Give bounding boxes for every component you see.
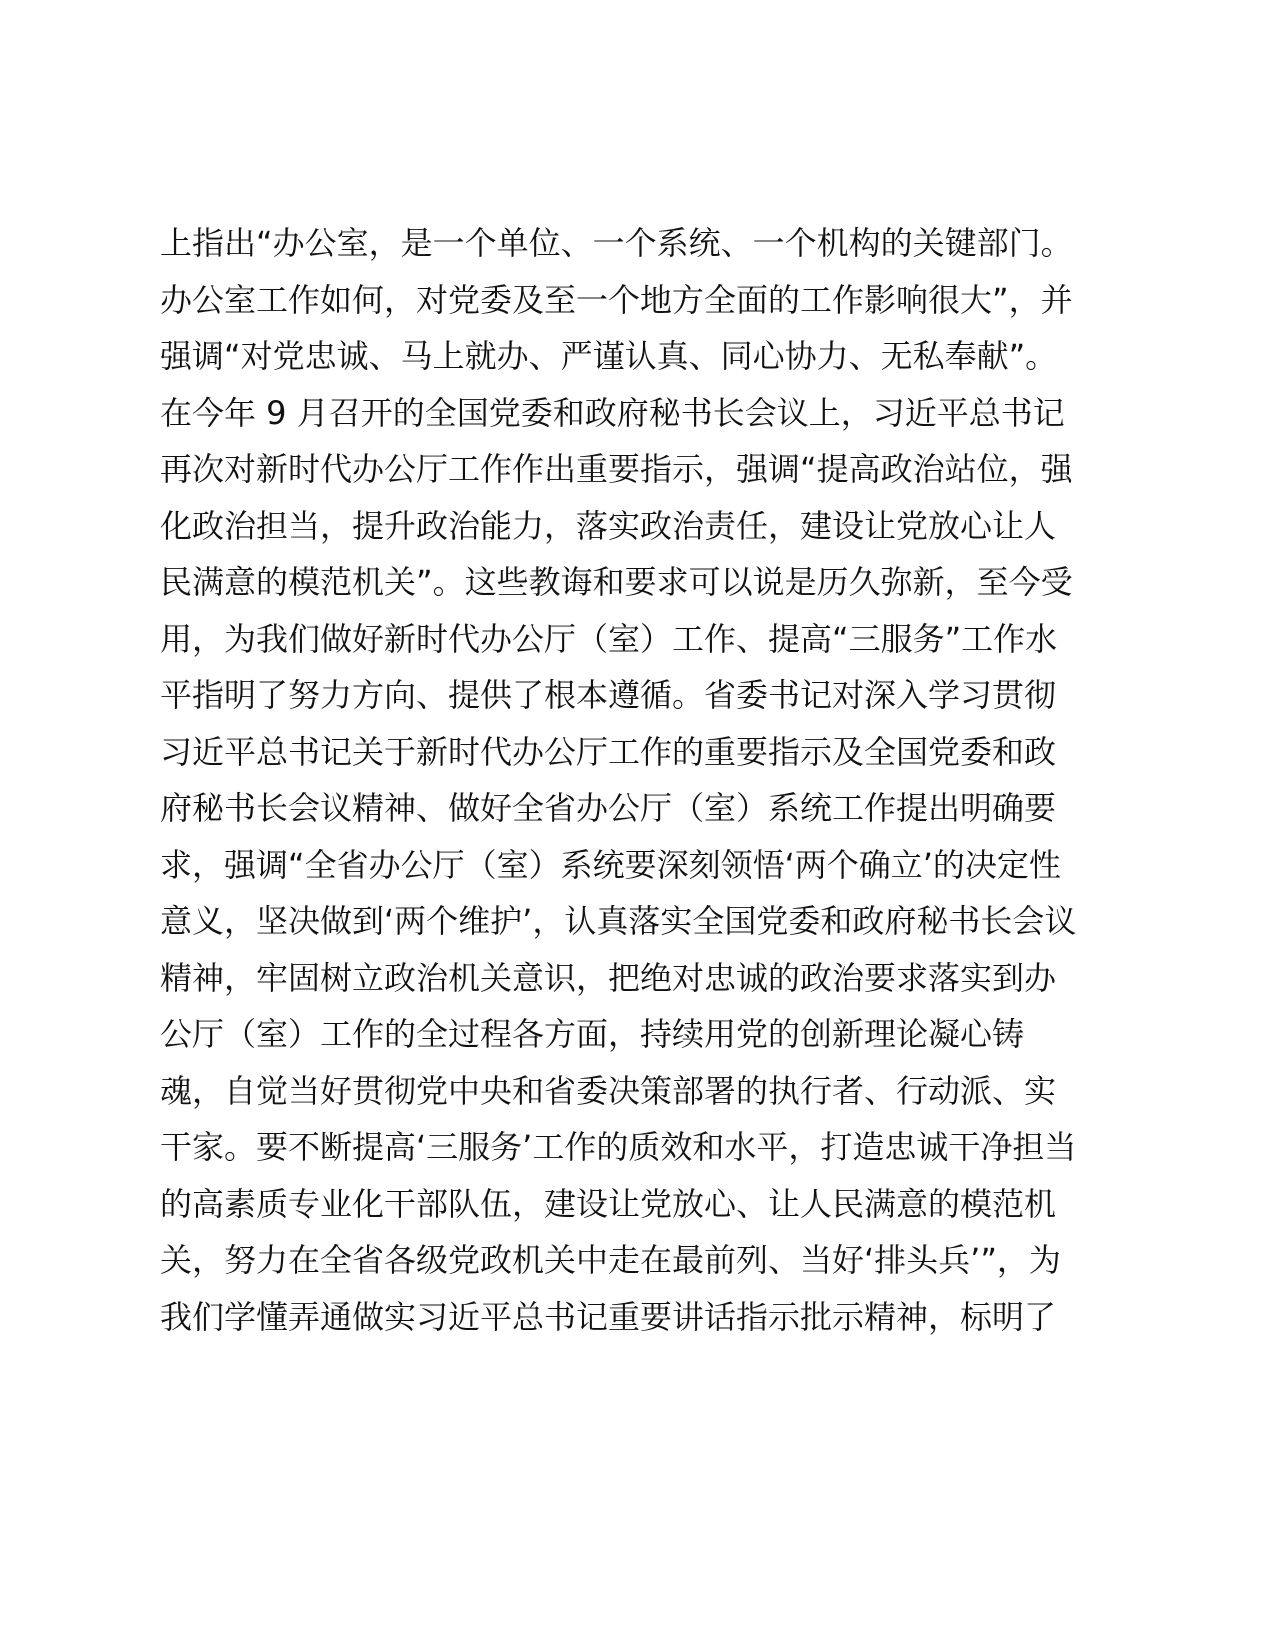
text-line: 平指明了努力方向、提供了根本遵循。省委书记对深入学习贯彻 <box>160 676 1057 714</box>
text-line: 民满意的模范机关”。这些教诲和要求可以说是历久弥新，至今受 <box>160 563 1073 601</box>
text-line: 公厅（室）工作的全过程各方面，持续用党的创新理论凝心铸 <box>160 1015 1025 1053</box>
text-line: 意义，坚决做到‘两个维护’，认真落实全国党委和政府秘书长会议 <box>160 902 1077 940</box>
text-line: 干家。要不断提高‘三服务’工作的质效和水平，打造忠诚干净担当 <box>160 1128 1077 1166</box>
text-line: 用，为我们做好新时代办公厅（室）工作、提高“三服务”工作水 <box>160 619 1058 658</box>
text-line: 的高素质专业化干部队伍，建设让党放心、让人民满意的模范机 <box>160 1184 1057 1223</box>
text-line: 精神，牢固树立政治机关意识，把绝对忠诚的政治要求落实到办 <box>160 958 1057 997</box>
text-line: 办公室工作如何，对党委及至一个地方全面的工作影响很大”，并 <box>160 280 1073 319</box>
text-line: 化政治担当，提升政治能力，落实政治责任，建设让党放心让人 <box>160 506 1057 545</box>
text-line: 府秘书长会议精神、做好全省办公厅（室）系统工作提出明确要 <box>160 789 1057 827</box>
text-line: 关，努力在全省各级党政机关中走在最前列、当好‘排头兵’”，为 <box>160 1241 1061 1279</box>
text-line: 我们学懂弄通做实习近平总书记重要讲话指示批示精神，标明了 <box>160 1297 1057 1336</box>
text-line: 再次对新时代办公厅工作作出重要指示，强调“提高政治站位，强 <box>160 450 1073 488</box>
text-line: 上指出“办公室，是一个单位、一个系统、一个机构的关键部门。 <box>160 224 1073 262</box>
body-text <box>160 215 1120 1345</box>
text-line: 魂，自觉当好贯彻党中央和省委决策部署的执行者、行动派、实 <box>160 1071 1057 1110</box>
text-line: 在今年 9 月召开的全国党委和政府秘书长会议上，习近平总书记 <box>160 393 1065 432</box>
text-line: 求，强调“全省办公厅（室）系统要深刻领悟‘两个确立’的决定性 <box>160 845 1061 884</box>
text-line: 习近平总书记关于新时代办公厅工作的重要指示及全国党委和政 <box>160 732 1057 771</box>
text-line: 强调“对党忠诚、马上就办、严谨认真、同心协力、无私奉献”。 <box>160 337 1058 375</box>
